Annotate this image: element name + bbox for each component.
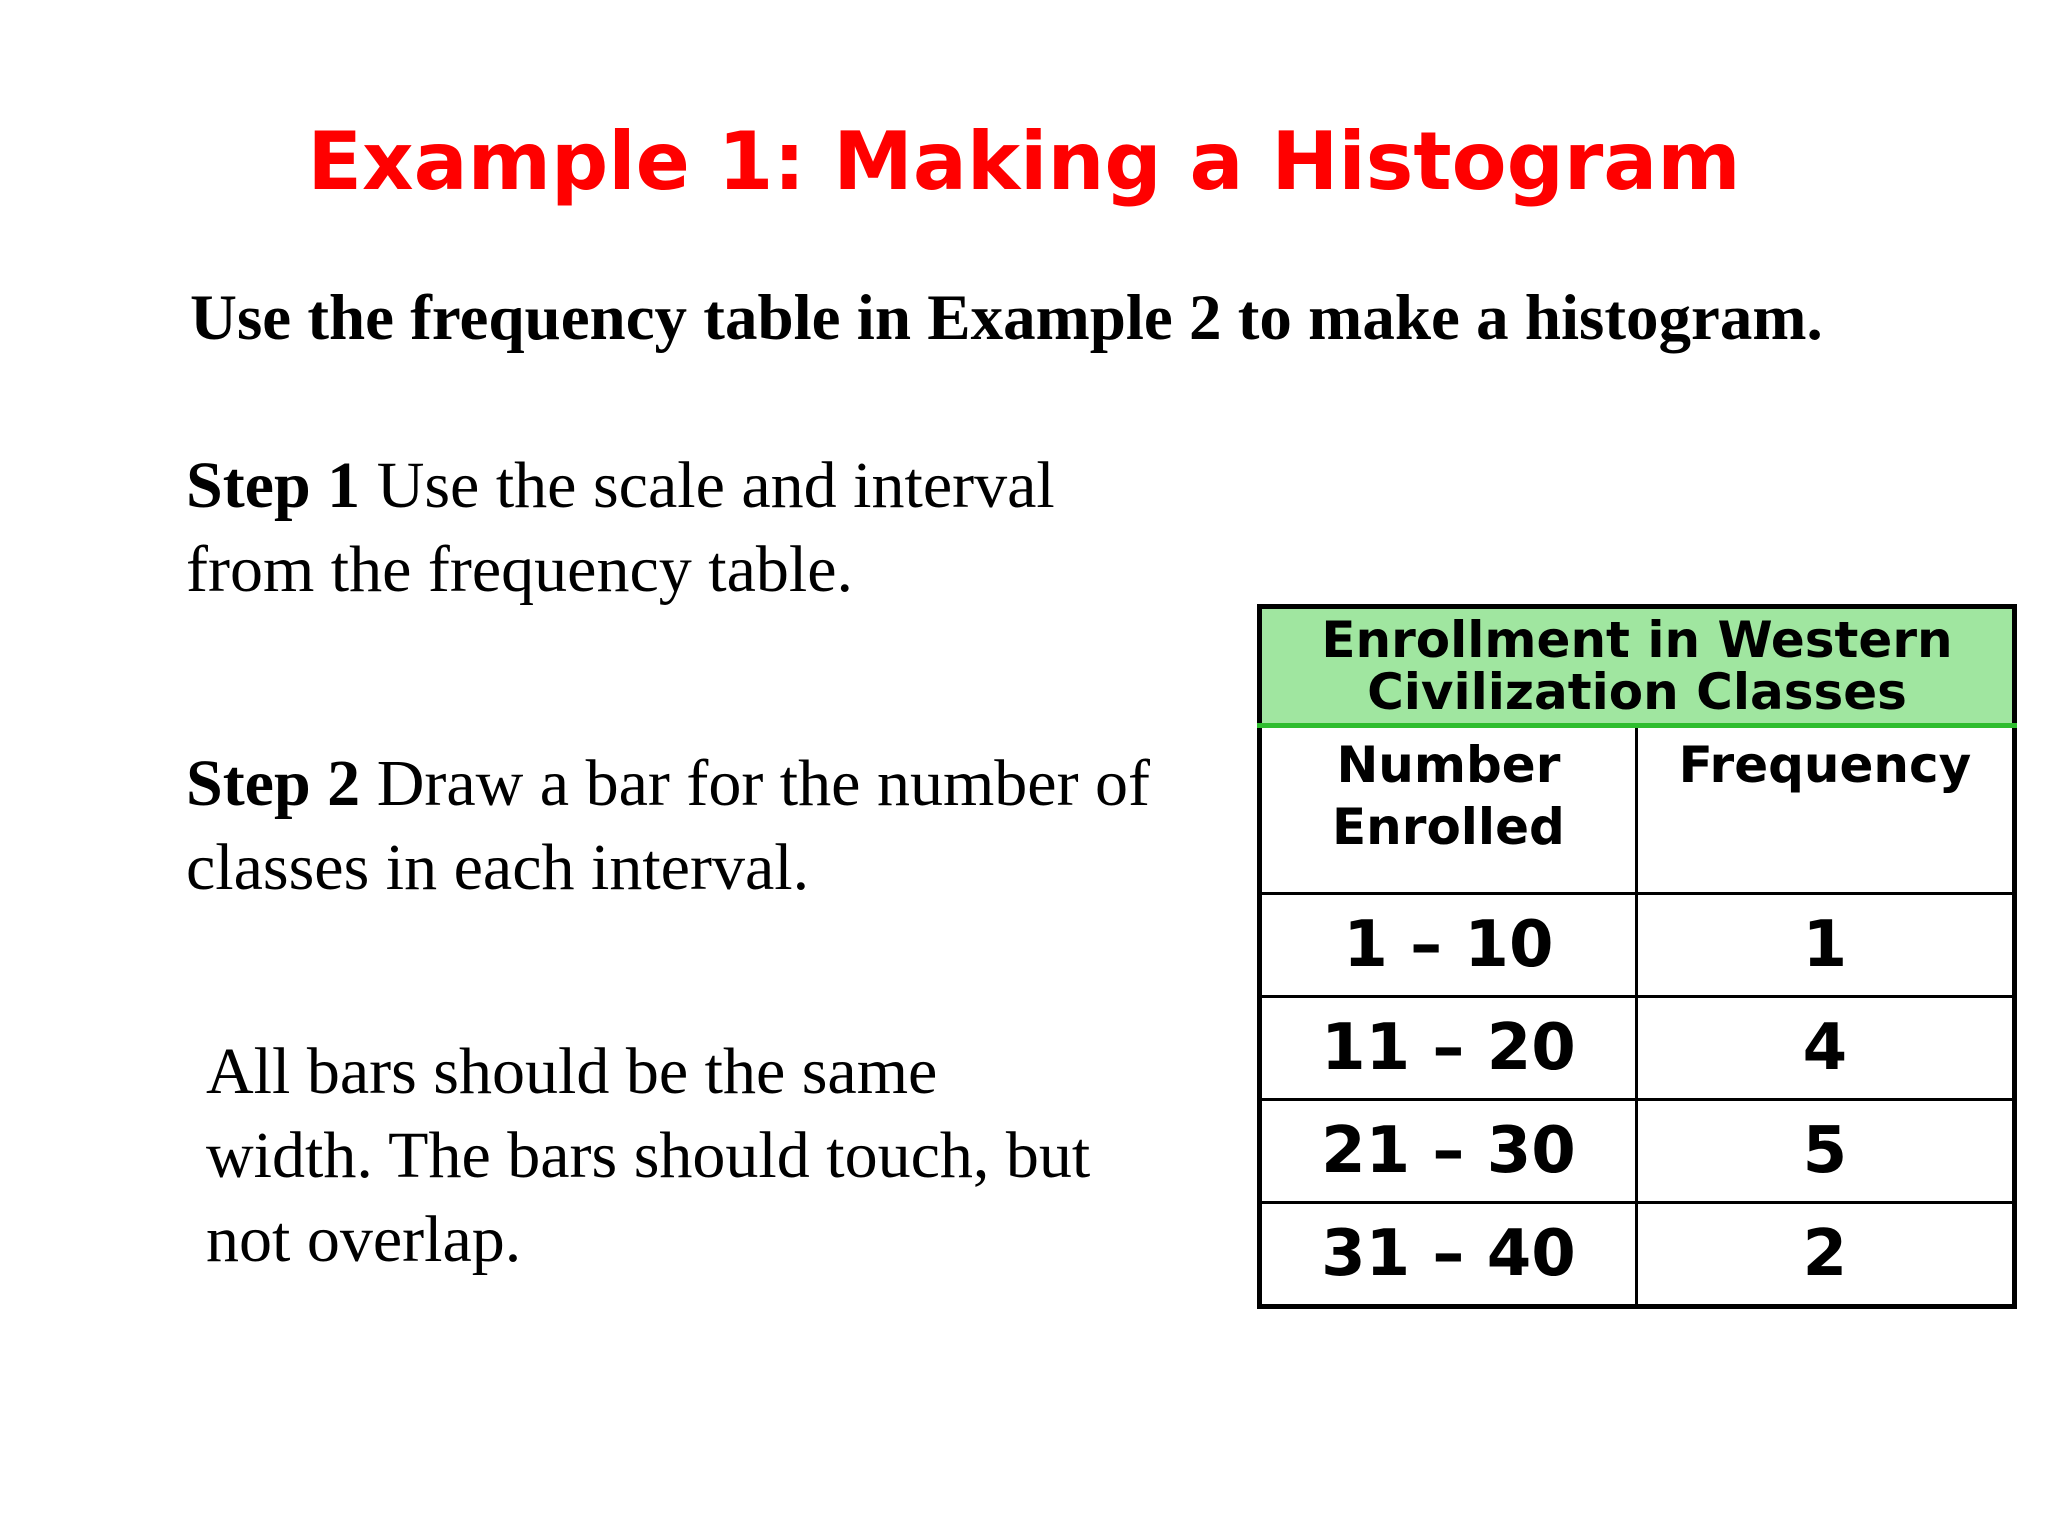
interval-cell: 11 – 20 <box>1260 997 1637 1100</box>
note-text: All bars should be the same width. The bars should touch, but not overlap. <box>206 1035 1091 1276</box>
table-row <box>1260 894 2015 997</box>
interval-cell: 1 – 10 <box>1260 894 1637 997</box>
instruction-text: Use the frequency table in Example 2 to make a histogram. <box>190 282 1823 354</box>
step-1-label: Step 1 <box>186 449 361 522</box>
frequency-cell: 2 <box>1636 1203 2014 1307</box>
table-row <box>1260 1203 2015 1307</box>
interval-cell: 31 – 40 <box>1260 1203 1637 1307</box>
table-caption-row <box>1260 607 2015 726</box>
table-caption: Enrollment in Western Civilization Classes <box>1260 607 2015 726</box>
step-1 <box>186 444 1186 612</box>
column-header-number-enrolled: Number Enrolled <box>1260 726 1637 894</box>
step-2-label: Step 2 <box>186 747 361 820</box>
table-row <box>1260 997 2015 1100</box>
frequency-cell: 5 <box>1636 1100 2014 1203</box>
table-row <box>1260 1100 2015 1203</box>
interval-cell: 21 – 30 <box>1260 1100 1637 1203</box>
slide-title: Example 1: Making a Histogram <box>307 115 1741 208</box>
step-2 <box>186 742 1186 910</box>
table-header-row <box>1260 726 2015 894</box>
frequency-table <box>1257 604 2017 1309</box>
column-header-frequency: Frequency <box>1636 726 2014 894</box>
step-1-text: Use the scale and interval from the frequency table. <box>186 449 1055 606</box>
frequency-cell: 1 <box>1636 894 2014 997</box>
frequency-cell: 4 <box>1636 997 2014 1100</box>
step-2-text: Draw a bar for the number of classes in each interval. <box>186 747 1151 904</box>
